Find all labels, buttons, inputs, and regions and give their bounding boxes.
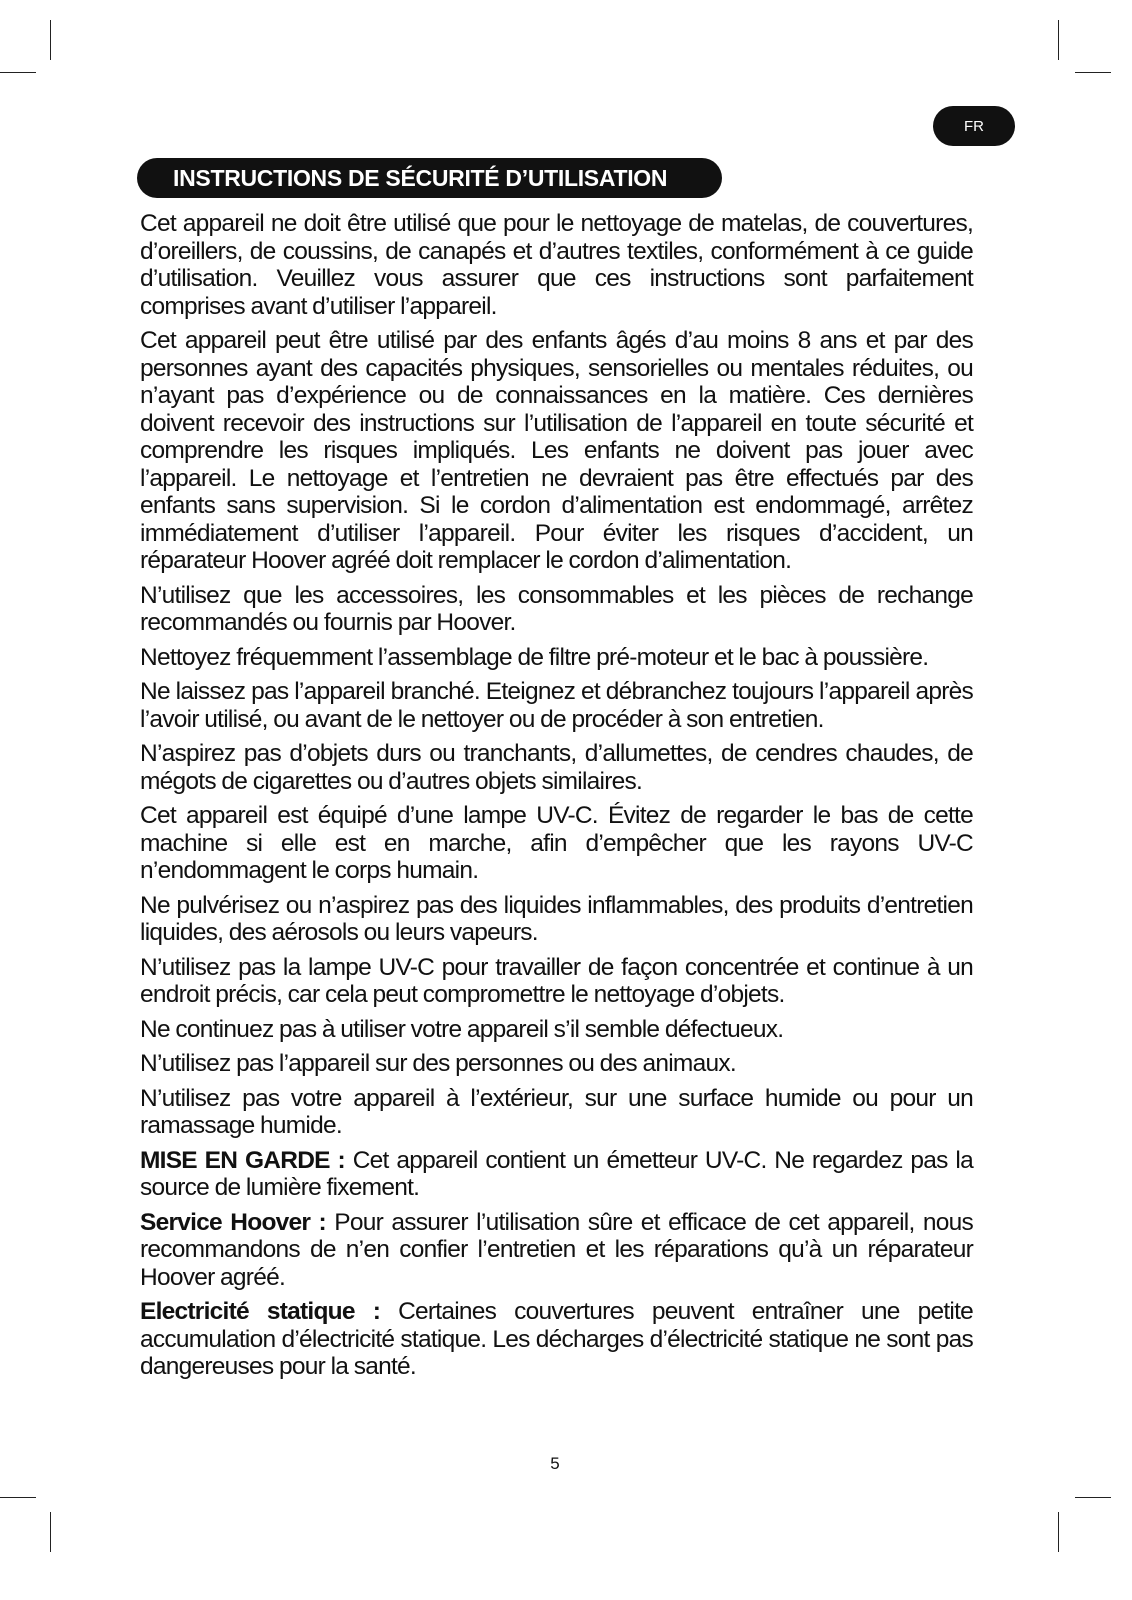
- paragraph-text: N’utilisez pas la lampe UV-C pour travailler de façon concentrée et continue à un endroit précis, car cela peut compromettre le nettoyage d’objets.: [140, 953, 973, 1008]
- paragraph: [140, 1298, 973, 1381]
- crop-mark: [0, 1497, 36, 1498]
- crop-mark: [0, 72, 36, 73]
- paragraph-lead: MISE EN GARDE :: [140, 1146, 345, 1174]
- paragraph-text: Cet appareil ne doit être utilisé que pour le nettoyage de matelas, de couvertures, d’oreillers, de coussins, de canapés et d’autres textiles, conformément à ce guide d’utilisation. Veuillez vous assurer que ces instructions sont parfaitement comprises avant d’utiliser l’appareil.: [140, 210, 973, 320]
- paragraph: [140, 582, 973, 637]
- paragraph: [140, 1016, 973, 1044]
- paragraph: [140, 1050, 973, 1078]
- paragraph-text: N’utilisez que les accessoires, les consommables et les pièces de rechange recommandés ou fournis par Hoover.: [140, 581, 973, 636]
- crop-mark: [50, 1512, 51, 1552]
- crop-mark: [1058, 20, 1059, 60]
- crop-mark: [50, 20, 51, 60]
- paragraph-text: Cet appareil peut être utilisé par des enfants âgés d’au moins 8 ans et par des personnes ayant des capacités physiques, sensorielles ou mentales réduites, ou n’ayant pas d’expérience ou de connaissances en la matière. Ces dernières doivent recevoir des instructions sur l’utilisation de l’appareil en toute sécurité et comprendre les risques impliqués. Les enfants ne doivent pas jouer avec l’appareil. Le nettoyage et l’entretien ne devraient pas être effectués par des enfants sans supervision. Si le cordon d’alimentation est endommagé, arrêtez immédiatement d’utiliser l’appareil. Pour éviter les risques d’accident, un réparateur Hoover agréé doit remplacer le cordon d’alimentation.: [140, 327, 973, 574]
- paragraph-text: N’aspirez pas d’objets durs ou tranchants, d’allumettes, de cendres chaudes, de mégots de cigarettes ou d’autres objets similaires.: [140, 740, 973, 795]
- paragraph-text: Cet appareil contient un émetteur UV-C. Ne regardez pas la source de lumière fixement.: [140, 1146, 973, 1201]
- paragraph-text: Ne continuez pas à utiliser votre appareil s’il semble défectueux.: [140, 1015, 784, 1043]
- paragraph: [140, 740, 973, 795]
- paragraph: [140, 327, 973, 575]
- paragraph: [140, 210, 973, 320]
- paragraph: [140, 644, 973, 672]
- crop-mark: [1075, 72, 1111, 73]
- page-number: 5: [550, 1454, 560, 1473]
- crop-mark: [1058, 1512, 1059, 1552]
- paragraph: [140, 1209, 973, 1292]
- paragraph-text: N’utilisez pas votre appareil à l’extérieur, sur une surface humide ou pour un ramassage humide.: [140, 1084, 973, 1139]
- paragraph-text: Cet appareil est équipé d’une lampe UV-C. Évitez de regarder le bas de cette machine si elle est en marche, afin d’empêcher que les rayons UV-C n’endommagent le corps humain.: [140, 802, 973, 884]
- paragraph-text: Nettoyez fréquemment l’assemblage de filtre pré-moteur et le bac à poussière.: [140, 643, 929, 671]
- paragraph-text: Ne pulvérisez ou n’aspirez pas des liquides inflammables, des produits d’entretien liquides, des aérosols ou leurs vapeurs.: [140, 891, 973, 946]
- crop-mark: [1075, 1497, 1111, 1498]
- paragraph-text: Certaines couvertures peuvent entraîner une petite accumulation d’électricité statique. Les décharges d’électricité statique ne sont pas dangereuses pour la santé.: [140, 1298, 973, 1380]
- paragraph: [140, 1147, 973, 1202]
- section-title: INSTRUCTIONS DE SÉCURITÉ D’UTILISATION: [137, 158, 722, 198]
- paragraph-lead: Electricité statique :: [140, 1298, 381, 1325]
- paragraph-text: Pour assurer l’utilisation sûre et efficace de cet appareil, nous recommandons de n’en confier l’entretien et les réparations qu’à un réparateur Hoover agréé.: [140, 1208, 973, 1291]
- paragraph-text: Ne laissez pas l’appareil branché. Eteignez et débranchez toujours l’appareil après l’avoir utilisé, ou avant de le nettoyer ou de procéder à son entretien.: [140, 678, 973, 733]
- paragraph: [140, 678, 973, 733]
- paragraph-lead: Service Hoover :: [140, 1208, 326, 1236]
- language-badge: FR: [933, 106, 1015, 146]
- paragraph: [140, 802, 973, 885]
- paragraph: [140, 954, 973, 1009]
- paragraph: [140, 1085, 973, 1140]
- paragraph: [140, 892, 973, 947]
- paragraph-text: N’utilisez pas l’appareil sur des personnes ou des animaux.: [140, 1050, 736, 1077]
- document-body: [140, 210, 973, 1388]
